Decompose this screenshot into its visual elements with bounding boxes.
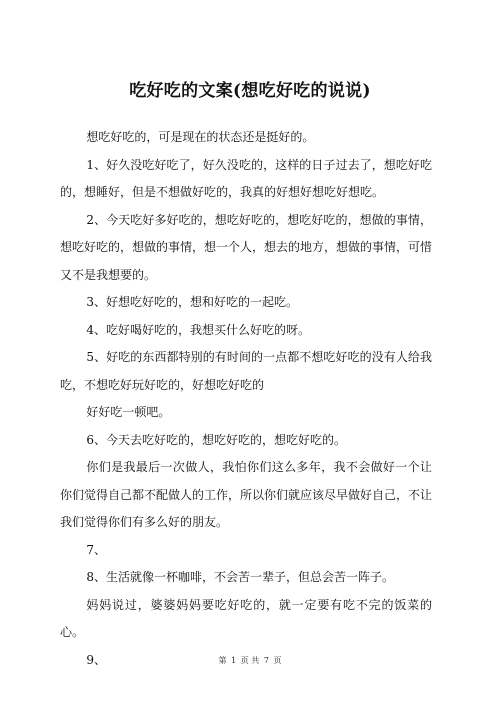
paragraph: 1、好久没吃好吃了，好久没吃的，这样的日子过去了，想吃好吃的，想睡好，但是不想做好吃的，我真的好想好想吃好想吃。	[60, 157, 432, 199]
page-number: 1	[231, 656, 237, 665]
paragraph: 想吃好吃的，可是现在的状态还是挺好的。	[86, 130, 315, 144]
paragraph: 2、今天吃好多好吃的，想吃好吃的，想吃好吃的，想做的事情，想吃好吃的，想做的事情，想一个人，想去的地方，想做的事情，可惜又不是我想要的。	[60, 212, 433, 282]
paragraph: 好好吃一顿吧。	[86, 405, 171, 419]
document-title: 吃好吃的文案(想吃好吃的说说)	[129, 81, 371, 101]
document-body	[60, 124, 432, 674]
paragraph: 你们是我最后一次做人，我怕你们这么多年，我不会做好一个让你们觉得自己都不配做人的工作，所以你们就应该尽早做好自己，不让我们觉得你们有多么好的朋友。	[60, 460, 433, 529]
paragraph: 4、吃好喝好吃的，我想买什么好吃的呀。	[86, 322, 311, 337]
footer-mid: 页 共	[240, 656, 260, 665]
paragraph: 6、今天去吃好吃的，想吃好吃的，想吃好吃的。	[86, 432, 347, 447]
paragraph: 9、	[86, 652, 107, 667]
paragraph: 3、好想吃好吃的，想和好吃的一起吃。	[86, 295, 299, 309]
paragraph: 5、好吃的东西都特别的有时间的一点都不想吃好吃的没有人给我吃，不想吃好玩好吃的，好想吃好吃的	[60, 350, 432, 392]
paragraph: 8、生活就像一杯咖啡，不会苦一辈子，但总会苦一阵子。	[86, 570, 395, 584]
paragraph: 妈妈说过，婆婆妈妈要吃好吃的，就一定要有吃不完的饭菜的心。	[60, 597, 432, 639]
paragraph: 7、	[86, 542, 107, 557]
page-footer	[0, 656, 500, 666]
footer-suffix: 页	[273, 656, 282, 665]
total-pages: 7	[263, 656, 269, 665]
footer-prefix: 第	[218, 656, 227, 665]
